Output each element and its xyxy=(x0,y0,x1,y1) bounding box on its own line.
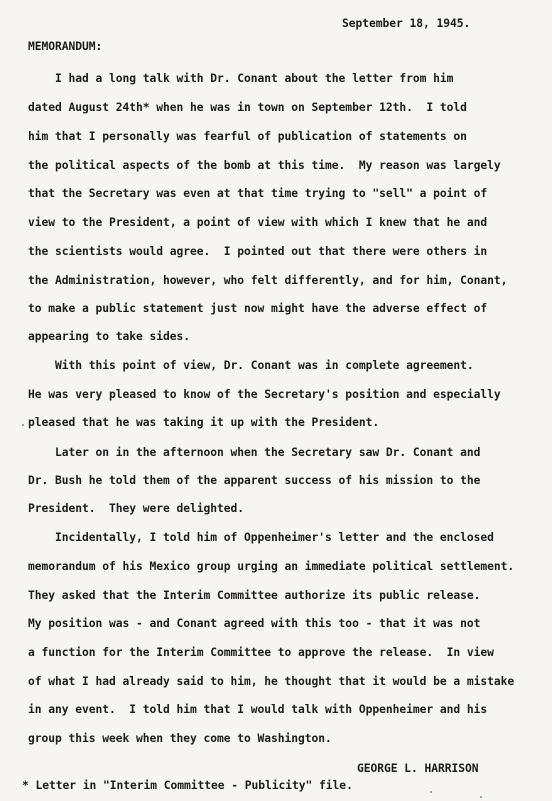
body-line: the political aspects of the bomb at this time. My reason was largely xyxy=(28,159,501,172)
memo-date: September 18, 1945. xyxy=(342,17,471,30)
body-line: the scientists would agree. I pointed out that there were others in xyxy=(28,245,488,258)
body-line: With this point of view, Dr. Conant was in complete agreement. xyxy=(28,359,474,372)
body-line: President. They were delighted. xyxy=(28,502,245,515)
body-line: of what I had already said to him, he thought that it would be a mistake xyxy=(28,675,515,688)
body-line: I had a long talk with Dr. Conant about the letter from him xyxy=(28,72,454,85)
body-line: memorandum of his Mexico group urging an immediate political settlement. xyxy=(28,560,515,573)
body-line: He was very pleased to know of the Secretary's position and especially xyxy=(28,388,501,401)
body-line: They asked that the Interim Committee authorize its public release. xyxy=(28,589,481,602)
ink-speck xyxy=(480,796,482,798)
body-line: pleased that he was taking it up with the President. xyxy=(28,416,380,429)
footnote: * Letter in "Interim Committee - Publicity" file. xyxy=(22,779,353,792)
body-line: group this week when they come to Washington. xyxy=(28,732,332,745)
body-line: in any event. I told him that I would talk with Oppenheimer and his xyxy=(28,703,488,716)
body-line: that the Secretary was even at that time trying to "sell" a point of xyxy=(28,187,488,200)
body-line: My position was - and Conant agreed with this too - that it was not xyxy=(28,617,481,630)
signature: GEORGE L. HARRISON xyxy=(357,762,479,775)
body-line: Dr. Bush he told them of the apparent success of his mission to the xyxy=(28,474,481,487)
body-line: view to the President, a point of view with which I knew that he and xyxy=(28,216,488,229)
body-line: Later on in the afternoon when the Secretary saw Dr. Conant and xyxy=(28,446,481,459)
ink-speck xyxy=(430,791,432,793)
body-line: appearing to take sides. xyxy=(28,330,191,343)
body-line: a function for the Interim Committee to approve the release. In view xyxy=(28,646,494,659)
ink-speck xyxy=(22,424,24,426)
memo-heading: MEMORANDUM: xyxy=(28,40,103,53)
body-line: Incidentally, I told him of Oppenheimer's letter and the enclosed xyxy=(28,531,494,544)
body-line: to make a public statement just now might have the adverse effect of xyxy=(28,302,488,315)
body-line: him that I personally was fearful of publication of statements on xyxy=(28,130,467,143)
body-line: the Administration, however, who felt differently, and for him, Conant, xyxy=(28,274,508,287)
body-line: dated August 24th* when he was in town on September 12th. I told xyxy=(28,101,467,114)
